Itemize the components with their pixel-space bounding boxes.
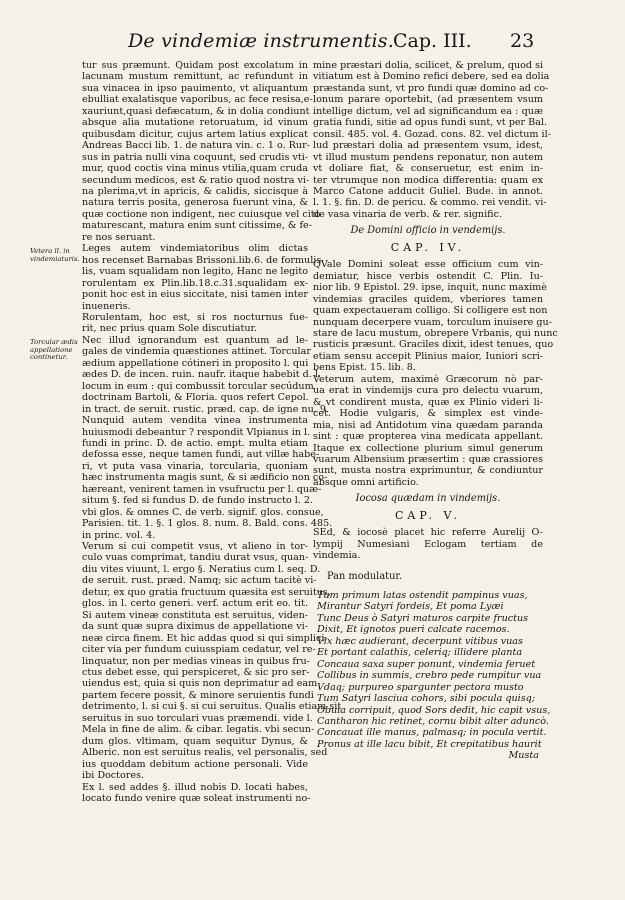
text-line: lacunam mustum remittunt, ac refundunt in: [82, 71, 308, 83]
text-line: mur, quod coctis vina minus vtilia,quam cruda: [82, 163, 308, 175]
running-chapter: Cap. III.: [393, 30, 472, 52]
text-line: ædes D. de incen. ruin. naufr. itaque habebit d. l.: [82, 369, 321, 381]
text-line: fundi in princ. D. de actio. empt. multa etiam: [82, 437, 308, 449]
right-column: [313, 60, 558, 762]
text-line: de seruit. rust. præd. Namq; sic actum tacitè vi-: [82, 575, 317, 587]
text-line: præstanda sunt, vt pro fundi quæ domino ad co-: [313, 82, 549, 94]
text-line: na plerima,vt in apricis, & calidis, siccisque à: [82, 185, 308, 197]
text-line: Marco Catone adducit Guliel. Bude. in annot.: [313, 185, 543, 197]
text-line: culo vuas comprimat, tandiu durat vsus, quan-: [82, 552, 309, 564]
text-line: vt doliare fiat, & conseruetur, est enim in-: [313, 163, 543, 175]
text-line: xauriunt,quasi defæcatum, & in dolia condiunt: [82, 105, 310, 117]
text-line: sus in patria nulli vina coquunt, sed crudis vti-: [82, 151, 309, 163]
left-column: [82, 60, 342, 804]
text-line: intellige dictum, vel ad significandum ea : quæ: [313, 105, 543, 117]
text-line: quæ coctione non indigent, nec cuiusque vel cito: [82, 208, 321, 220]
text-line: Collibus in summis, crebro pede rumpitur vua: [317, 670, 542, 682]
text-line: Si autem vineæ constituta est seruitus, viden-: [82, 609, 308, 621]
text-line: Tum primum latas ostendit pampinus vuas,: [317, 590, 528, 602]
text-line: absque omni artificio.: [313, 476, 419, 488]
text-line: natura terris posita, generosa fuerunt vina, &: [82, 197, 308, 209]
text-line: linquatur, non per medias vineas in quibus fru-: [82, 655, 310, 667]
text-line: ua erat in vindemijs cura pro delectu vuarum,: [313, 385, 543, 397]
running-title: De vindemiæ instrumentis.: [128, 30, 394, 52]
chapter-v-text: [313, 527, 543, 561]
text-line: consil. 485. vol. 4. Gozad. cons. 82. vel dictum il-: [313, 128, 551, 140]
text-line: Andreas Bacci lib. 1. de natura vin. c. 1 o. Rur-: [82, 140, 310, 152]
text-line: Leges autem vindemiatoribus olim dictas: [82, 243, 308, 255]
text-line: Nunquid autem vendita vinea instrumenta: [82, 415, 308, 427]
chapter-heading: CAP. IV.: [390, 240, 466, 254]
text-line: ebulliat exalatisque vaporibus, ac fece resisa,e-: [82, 94, 313, 106]
text-line: tur sus præmunt. Quidam post excolatum in: [82, 60, 308, 71]
text-line: uiendus est, quia si quis non deprimatur ad eam: [82, 678, 318, 690]
text-line: Concauat ille manus, palmasq; in pocula vertit.: [317, 727, 547, 739]
text-line: & vt condirent musta, quæ ex Plinio videri li-: [313, 396, 543, 408]
text-line: lonum parare oportebit, (ad præsentem vsum: [313, 94, 543, 106]
catchword: Musta: [508, 750, 539, 762]
text-line: defossa esse, neque tamen fundi, aut villæ habe-: [82, 449, 320, 461]
text-line: doctrinam Bartoli, & Floria. quos refert Cepol.: [82, 392, 309, 404]
text-line: bens Epist. 15. lib. 8.: [313, 362, 416, 374]
text-line: da sunt quæ supra diximus de appellatione vi-: [82, 621, 308, 633]
text-line: quam expectaueram colligo. Si colligere est non: [313, 305, 548, 317]
text-line: partem fecere possit, & minore seruientis fundi: [82, 689, 314, 701]
text-line: lis, vuam squalidam non legito, Hanc ne legito: [82, 266, 308, 278]
text-line: Verum si cui competit vsus, vt alieno in tor-: [82, 541, 308, 553]
text-line: Vix hæc audierant, decerpunt vitibus vuas: [317, 635, 523, 647]
text-line: re nos seruant.: [82, 231, 156, 243]
text-line: mia, nisi ad Antidotum vina quædam paranda: [313, 419, 543, 431]
text-line: ædium appellatione cótineri in proposito l. qui: [82, 357, 309, 369]
text-line: Rorulentam, hoc est, si ros nocturnus fue-: [82, 311, 308, 323]
text-line: etiam sensu accepit Plinius maior, Iuniori scri-: [313, 350, 543, 362]
text-line: rit, nec prius quam Sole discutiatur.: [82, 323, 258, 335]
text-line: Obuia corripuit, quod Sors dedit, hic capit vsus,: [317, 704, 551, 716]
text-line: Veterum autem, maximè Græcorum nò par-: [313, 373, 543, 385]
text-line: Cantharon hic retinet, cornu bibit alter aduncò.: [317, 716, 549, 728]
text-line: Tunc Deus ò Satyri maturos carpite fructus: [317, 612, 529, 624]
text-line: nunquam decerpere vuam, torculum inuisere gu-: [313, 316, 552, 328]
text-line: hæc instrumenta magis sunt, & si ædificio non co-: [82, 472, 328, 484]
text-line: demiatur, hisce verbis ostendit C. Plin. Iu-: [313, 270, 543, 282]
chapter-heading: CAP. V.: [394, 508, 462, 522]
text-line: lud præstari dolia ad præsentem vsum, idest,: [313, 140, 543, 152]
text-line: Dixit, Et ignotos pueri calcate racemos.: [317, 624, 510, 636]
text-line: locato fundo venire quæ soleat instrumenti no-: [82, 793, 311, 804]
text-line: detrimento, l. si cui §. si cui seruitus. Qualis etiam sit: [82, 701, 342, 713]
text-line: cet. Hodie vulgaris, & simplex est vinde-: [313, 408, 543, 420]
right-intro-text: [313, 60, 551, 220]
text-line: vuarum Albensium præsertim : quæ crassiores: [313, 453, 543, 465]
text-line: Concaua saxa super ponunt, vindemia feruet: [317, 658, 536, 670]
text-line: Alberic. non est seruitus realis, vel personalis, sed: [82, 747, 328, 759]
margin-note: Torcular ædis appellatione continetur.: [30, 338, 78, 362]
text-line: de vasa vinaria de verb. & rer. signific.: [313, 208, 502, 220]
section-heading: De Domini officio in vendemijs.: [350, 225, 506, 237]
text-line: hos recenset Barnabas Brissoni.lib.6. de formulis: [82, 254, 322, 266]
text-line: sint : quæ propterea vina medicata appellant.: [313, 431, 543, 443]
text-line: situm §. fed si fundus D. de fundo instructo l. 2.: [82, 495, 314, 507]
text-line: maturescant, matura enim sunt citissime, & fe-: [82, 220, 312, 232]
section-heading: Iocosa quædam in vindemijs.: [355, 493, 501, 505]
text-line: Et portant calathis, celeriq; illidere planta: [317, 647, 523, 659]
text-line: locum in eum : qui combussit torcular secúdum: [82, 380, 314, 392]
text-line: secundum medicos, est & ratio quod nostra vi-: [82, 174, 310, 186]
text-line: glos. in l. certo generi. verf. actum erit eo. tit.: [82, 598, 308, 610]
text-line: ponit hoc est in eius siccitate, nisi tamen inter: [82, 289, 308, 301]
running-head: [0, 30, 625, 60]
text-line: Tum Satyri lasciua cohors, sibi pocula quisq;: [317, 693, 536, 705]
text-line: l. 1. §. fin. D. de pericu. & commo. rei vendit. vi-: [313, 197, 547, 209]
text-line: citer via per fundum cuiusspiam cedatur, vel re-: [82, 644, 316, 656]
text-line: sua vinacea in ipso pauimento, vt aliquantum: [82, 82, 308, 94]
text-line: vindemia.: [313, 550, 361, 562]
text-line: vt illud mustum pendens reponatur, non autem: [313, 151, 543, 163]
text-line: gratia fundi, sitie ad opus fundi sunt, vt per Bal.: [313, 117, 548, 129]
text-line: inueneris.: [82, 300, 131, 312]
text-line: nior lib. 9 Epistol. 29. ipse, inquit, nunc maximè: [313, 282, 547, 294]
text-line: QVale Domini soleat esse officium cum vin-: [313, 259, 543, 271]
text-line: Nec illud ignorandum est quantum ad le-: [82, 334, 308, 346]
text-line: neæ circa finem. Et hic addas quod si qui simplici-: [82, 632, 328, 644]
text-line: Mela in fine de alim. & cibar. legatis. vbi secun-: [82, 724, 315, 736]
text-line: mine præstari dolia, scilicet, & prelum, quod si: [313, 60, 544, 71]
text-line: diu vites viuunt, l. ergo §. Neratius cum l. seq. D.: [82, 563, 321, 575]
text-line: quibusdam dicitur, cujus artem latius explicat: [82, 128, 308, 140]
text-line: SEd, & iocosè placet hic referre Aurelij O-: [313, 527, 543, 539]
margin-note: Vetera ll. in vindemiaturis.: [30, 247, 80, 263]
text-line: Vdaq; purpureo spargunter pectora musto: [317, 681, 524, 693]
text-line: ibi Doctores.: [82, 770, 145, 782]
text-line: vbi glos. & omnes C. de verb. signif. glos. consue,: [82, 506, 324, 518]
text-line: ri, vt puta vasa vinaria, torcularia, quoniam: [82, 460, 308, 472]
text-line: hæreant, venirent tamen in vsufructu per l. quæ-: [82, 483, 322, 495]
text-line: lympij Numesiani Eclogam tertiam de: [313, 538, 543, 550]
text-line: stare de lacu mustum, obrepere Vrbanis, qui nunc: [313, 327, 558, 339]
verse-block: [313, 590, 551, 750]
text-line: ter vtrumque non modica differentia: quam ex: [313, 174, 543, 186]
text-line: in princ. vol. 4.: [82, 529, 156, 541]
text-line: vitiatum est à Domino refici debere, sed ea dolia: [313, 71, 550, 83]
text-line: seruitus in suo torculari vuas præmendi. vide l.: [82, 712, 313, 724]
text-line: gales de vindemia quæstiones attinet. Torcular: [82, 346, 311, 358]
text-line: rusticis præsunt. Graciles dixit, idest tenues, quo: [313, 339, 554, 351]
page-number: 23: [510, 30, 535, 52]
text-line: dum glos. vltimam, quam sequitur Dynus, &: [82, 735, 308, 747]
chapter-iv-text: [313, 259, 558, 488]
text-line: detur, ex quo gratia fructuum quæsita est seruitus,: [82, 586, 331, 598]
text-line: huiusmodi debeantur ? respondit Vlpianus in l.: [82, 426, 311, 438]
text-line: ius quoddam debitum actione personali. Vide: [82, 758, 308, 770]
text-line: Pronus at ille lacu bibit, Et crepitatibus haurit: [317, 738, 542, 750]
text-line: Ex l. sed addes §. illud nobis D. locati habes,: [82, 781, 308, 793]
text-line: in tract. de seruit. rustic. præd. cap. de igne nu. 9.: [82, 403, 330, 415]
text-line: rorulentam ex Plin.lib.18.c.31.squalidam ex-: [82, 277, 308, 289]
text-line: Mirantur Satyri fordeis, Et poma Lyæi: [317, 601, 504, 613]
text-line: absque alia mutatione retoruatum, id vinum: [82, 117, 308, 129]
verse-heading: Pan modulatur.: [327, 570, 403, 582]
text-line: Parisien. tit. 1. §. 1 glos. 8. num. 8. Bald. cons. 485.: [82, 518, 333, 530]
text-line: Itaque ex collectione plurium simul generum: [313, 442, 543, 454]
text-line: vindemias graciles quidem, vberiores tamen: [313, 293, 543, 305]
text-line: sunt, musta nostra exprimuntur, & condiuntur: [313, 465, 543, 477]
text-line: ctus debet esse, qui perspiceret, & sic pro ser-: [82, 667, 310, 679]
